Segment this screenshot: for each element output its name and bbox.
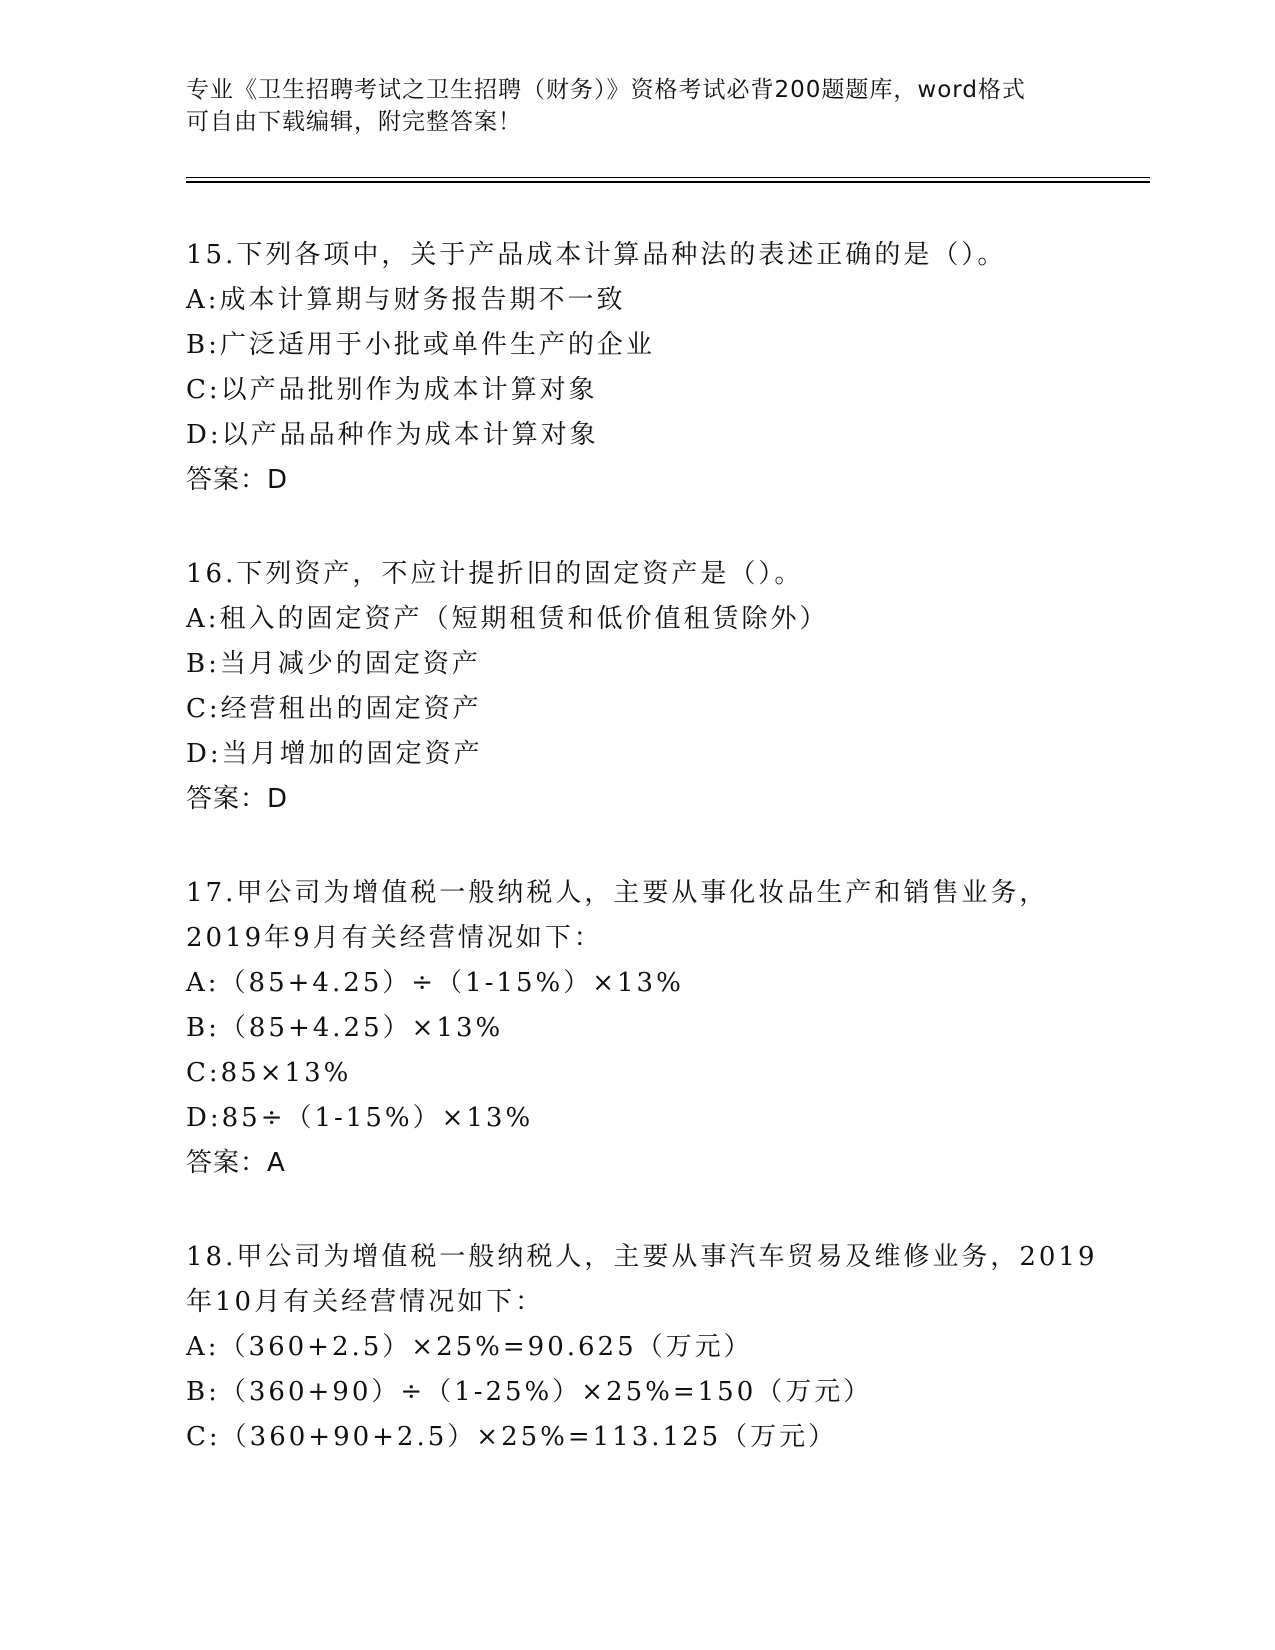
question-stem: 16.下列资产，不应计提折旧的固定资产是（）。 [186, 559, 804, 589]
option-d: D:以产品品种作为成本计算对象 [186, 420, 599, 450]
question-stem: 15.下列各项中，关于产品成本计算品种法的表述正确的是（）。 [186, 240, 1007, 270]
question-stem-line-2: 年10月有关经营情况如下： [186, 1287, 545, 1317]
header-divider-thick [186, 181, 1150, 183]
option-d: D:当月增加的固定资产 [186, 739, 483, 769]
option-d: D:85÷（1-15%）×13% [186, 1103, 534, 1133]
header-divider-thin [186, 177, 1150, 178]
answer: 答案：D [186, 465, 289, 495]
question-stem-line-1: 17.甲公司为增值税一般纳税人，主要从事化妆品生产和销售业务， [186, 878, 1049, 908]
question-17 [186, 871, 1086, 1186]
option-b: B:（360+90）÷（1-25%）×25%=150（万元） [186, 1377, 873, 1407]
answer: 答案：A [186, 1148, 286, 1178]
option-c: C:（360+90+2.5）×25%=113.125（万元） [186, 1422, 838, 1452]
option-a: A:成本计算期与财务报告期不一致 [186, 285, 626, 315]
option-a: A:（85+4.25）÷（1-15%）×13% [186, 968, 684, 998]
option-c: C:以产品批别作为成本计算对象 [186, 375, 598, 405]
answer: 答案：D [186, 784, 289, 814]
option-a: A:租入的固定资产（短期租赁和低价值租赁除外） [186, 604, 829, 634]
question-16 [186, 552, 1086, 822]
question-18 [186, 1235, 1098, 1460]
option-b: B:当月减少的固定资产 [186, 649, 481, 679]
option-b: B:广泛适用于小批或单件生产的企业 [186, 330, 655, 360]
header-line-1: 专业《卫生招聘考试之卫生招聘（财务）》资格考试必背200题题库，word格式 [186, 77, 1026, 103]
question-stem-line-2: 2019年9月有关经营情况如下： [186, 923, 603, 953]
option-c: C:85×13% [186, 1058, 352, 1088]
option-a: A:（360+2.5）×25%=90.625（万元） [186, 1332, 753, 1362]
question-stem-line-1: 18.甲公司为增值税一般纳税人，主要从事汽车贸易及维修业务，2019 [186, 1242, 1098, 1272]
option-b: B:（85+4.25）×13% [186, 1013, 504, 1043]
question-15 [186, 233, 1086, 503]
document-header [186, 74, 1066, 138]
option-c: C:经营租出的固定资产 [186, 694, 482, 724]
header-line-2: 可自由下载编辑，附完整答案！ [186, 109, 522, 135]
